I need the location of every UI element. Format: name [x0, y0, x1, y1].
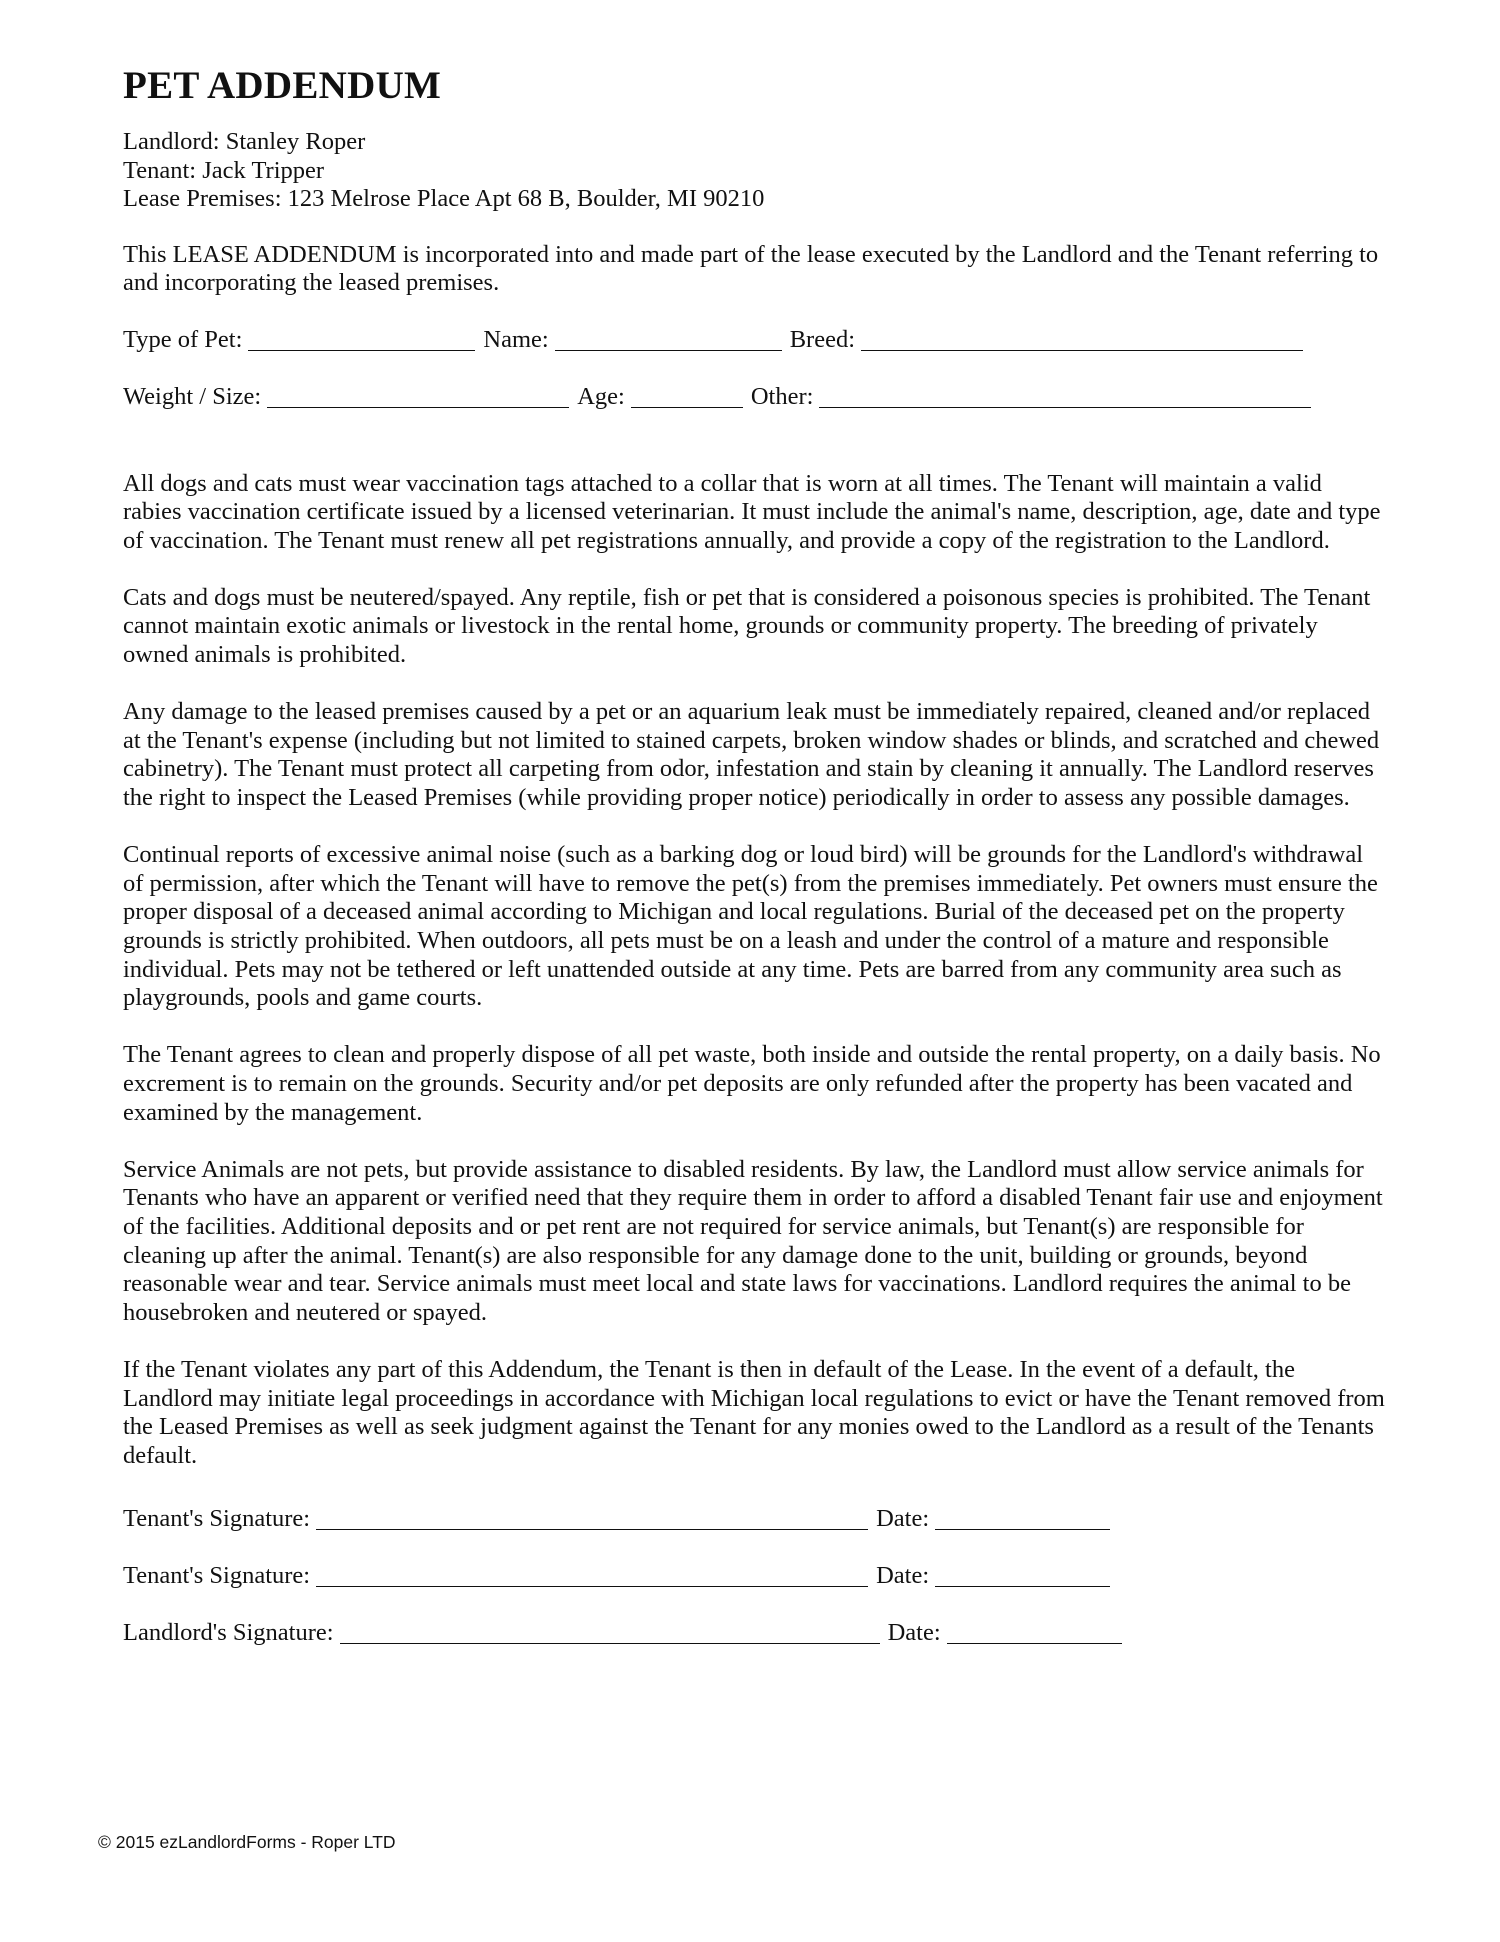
- type-of-pet-label: Type of Pet:: [123, 325, 243, 353]
- breed-label: Breed:: [789, 325, 856, 353]
- pet-info-row-2: [123, 382, 1383, 412]
- age-field[interactable]: [631, 385, 743, 408]
- type-of-pet-field[interactable]: [248, 328, 475, 351]
- parties-block: [123, 128, 1383, 214]
- premises-line: Lease Premises: 123 Melrose Place Apt 68 B, Boulder, MI 90210: [123, 185, 765, 212]
- tenant-signature-label: Tenant's Signature:: [123, 1562, 311, 1589]
- landlord-line: Landlord: Stanley Roper: [123, 128, 366, 155]
- pet-name-label: Name:: [483, 325, 549, 353]
- damage-paragraph: Any damage to the leased premises caused by a pet or an aquarium leak must be immediately repaired, cleaned and/or replaced at the Tenant's expense (including but not limited to stained carpets, broken window shades or blinds, and scratched and chewed cabinetry). The Tenant must protect all carpeting from odor, infestation and stain by cleaning it annually. The Landlord reserves the right to inspect the Leased Premises (while providing proper notice) periodically in order to assess any possible damages.: [123, 698, 1380, 812]
- tenant-signature-field[interactable]: [316, 1564, 868, 1587]
- document-title: PET ADDENDUM: [123, 64, 442, 107]
- other-field[interactable]: [819, 385, 1311, 408]
- service-animals-paragraph: Service Animals are not pets, but provide assistance to disabled residents. By law, the Landlord must allow service animals for Tenants who have an apparent or verified need that they require them in order to afford a disabled Tenant fair use and enjoyment of the facilities. Additional deposits and or pet rent are not required for service animals, but Tenant(s) are responsible for cleaning up after the animal. Tenant(s) are also responsible for any damage done to the unit, building or grounds, beyond reasonable wear and tear. Service animals must meet local and state laws for vaccinations. Landlord requires the animal to be housebroken and neutered or spayed.: [123, 1155, 1383, 1326]
- document-page: [123, 62, 1385, 1646]
- date-label: Date:: [876, 1562, 930, 1589]
- terms-body: [123, 470, 1385, 1471]
- landlord-signature-label: Landlord's Signature:: [123, 1619, 334, 1646]
- tenant-line: Tenant: Jack Tripper: [123, 156, 325, 184]
- age-label: Age:: [577, 382, 625, 410]
- date-label: Date:: [876, 1505, 930, 1532]
- noise-paragraph: Continual reports of excessive animal noise (such as a barking dog or loud bird) will be grounds for the Landlord's withdrawal of permission, after which the Tenant will have to remove the pet(s) from the premises immediately. Pet owners must ensure the proper disposal of a deceased animal according to Michigan and local regulations. Burial of the deceased pet on the property grounds is strictly prohibited. When outdoors, all pets must be on a leash and under the control of a mature and responsible individual. Pets may not be tethered or left unattended outside at any time. Pets are barred from any community area such as playgrounds, pools and game courts.: [123, 841, 1378, 1012]
- weight-size-label: Weight / Size:: [123, 382, 262, 410]
- other-label: Other:: [750, 382, 814, 410]
- tenant-signature-row-2: [123, 1561, 1223, 1591]
- vaccination-paragraph: All dogs and cats must wear vaccination tags attached to a collar that is worn at all times. The Tenant will maintain a valid rabies vaccination certificate issued by a licensed veterinarian. It must include the animal's name, description, age, date and type of vaccination. The Tenant must renew all pet registrations annually, and provide a copy of the registration to the Landlord.: [123, 469, 1381, 554]
- breed-field[interactable]: [861, 328, 1303, 351]
- tenant-signature-label: Tenant's Signature:: [123, 1505, 311, 1532]
- pet-info-row-1: [123, 325, 1383, 355]
- pet-name-field[interactable]: [555, 328, 782, 351]
- signature-block: [123, 1504, 1223, 1675]
- landlord-signature-row: [123, 1618, 1223, 1648]
- tenant-signature-field[interactable]: [316, 1507, 868, 1530]
- waste-paragraph: The Tenant agrees to clean and properly dispose of all pet waste, both inside and outside the rental property, on a daily basis. No excrement is to remain on the grounds. Security and/or pet deposits are only refunded after the property has been vacated and examined by the management.: [123, 1041, 1381, 1126]
- landlord-signature-field[interactable]: [340, 1621, 880, 1644]
- date-label: Date:: [887, 1619, 941, 1646]
- date-field[interactable]: [935, 1507, 1110, 1530]
- neuter-paragraph: Cats and dogs must be neutered/spayed. Any reptile, fish or pet that is considered a poisonous species is prohibited. The Tenant cannot maintain exotic animals or livestock in the rental home, grounds or community property. The breeding of privately owned animals is prohibited.: [123, 583, 1371, 669]
- intro-paragraph: This LEASE ADDENDUM is incorporated into and made part of the lease executed by the Landlord and the Tenant referring to and incorporating the leased premises.: [123, 240, 1379, 296]
- tenant-signature-row-1: [123, 1504, 1223, 1534]
- weight-size-field[interactable]: [267, 385, 569, 408]
- default-paragraph: If the Tenant violates any part of this Addendum, the Tenant is then in default of the Lease. In the event of a default, the Landlord may initiate legal proceedings in accordance with Michigan local regulations to evict or have the Tenant removed from the Leased Premises as well as seek judgment against the Tenant for any monies owed to the Landlord as a result of the Tenants default.: [123, 1355, 1385, 1469]
- date-field[interactable]: [935, 1564, 1110, 1587]
- copyright-footer: © 2015 ezLandlordForms - Roper LTD: [98, 1832, 396, 1852]
- date-field[interactable]: [947, 1621, 1122, 1644]
